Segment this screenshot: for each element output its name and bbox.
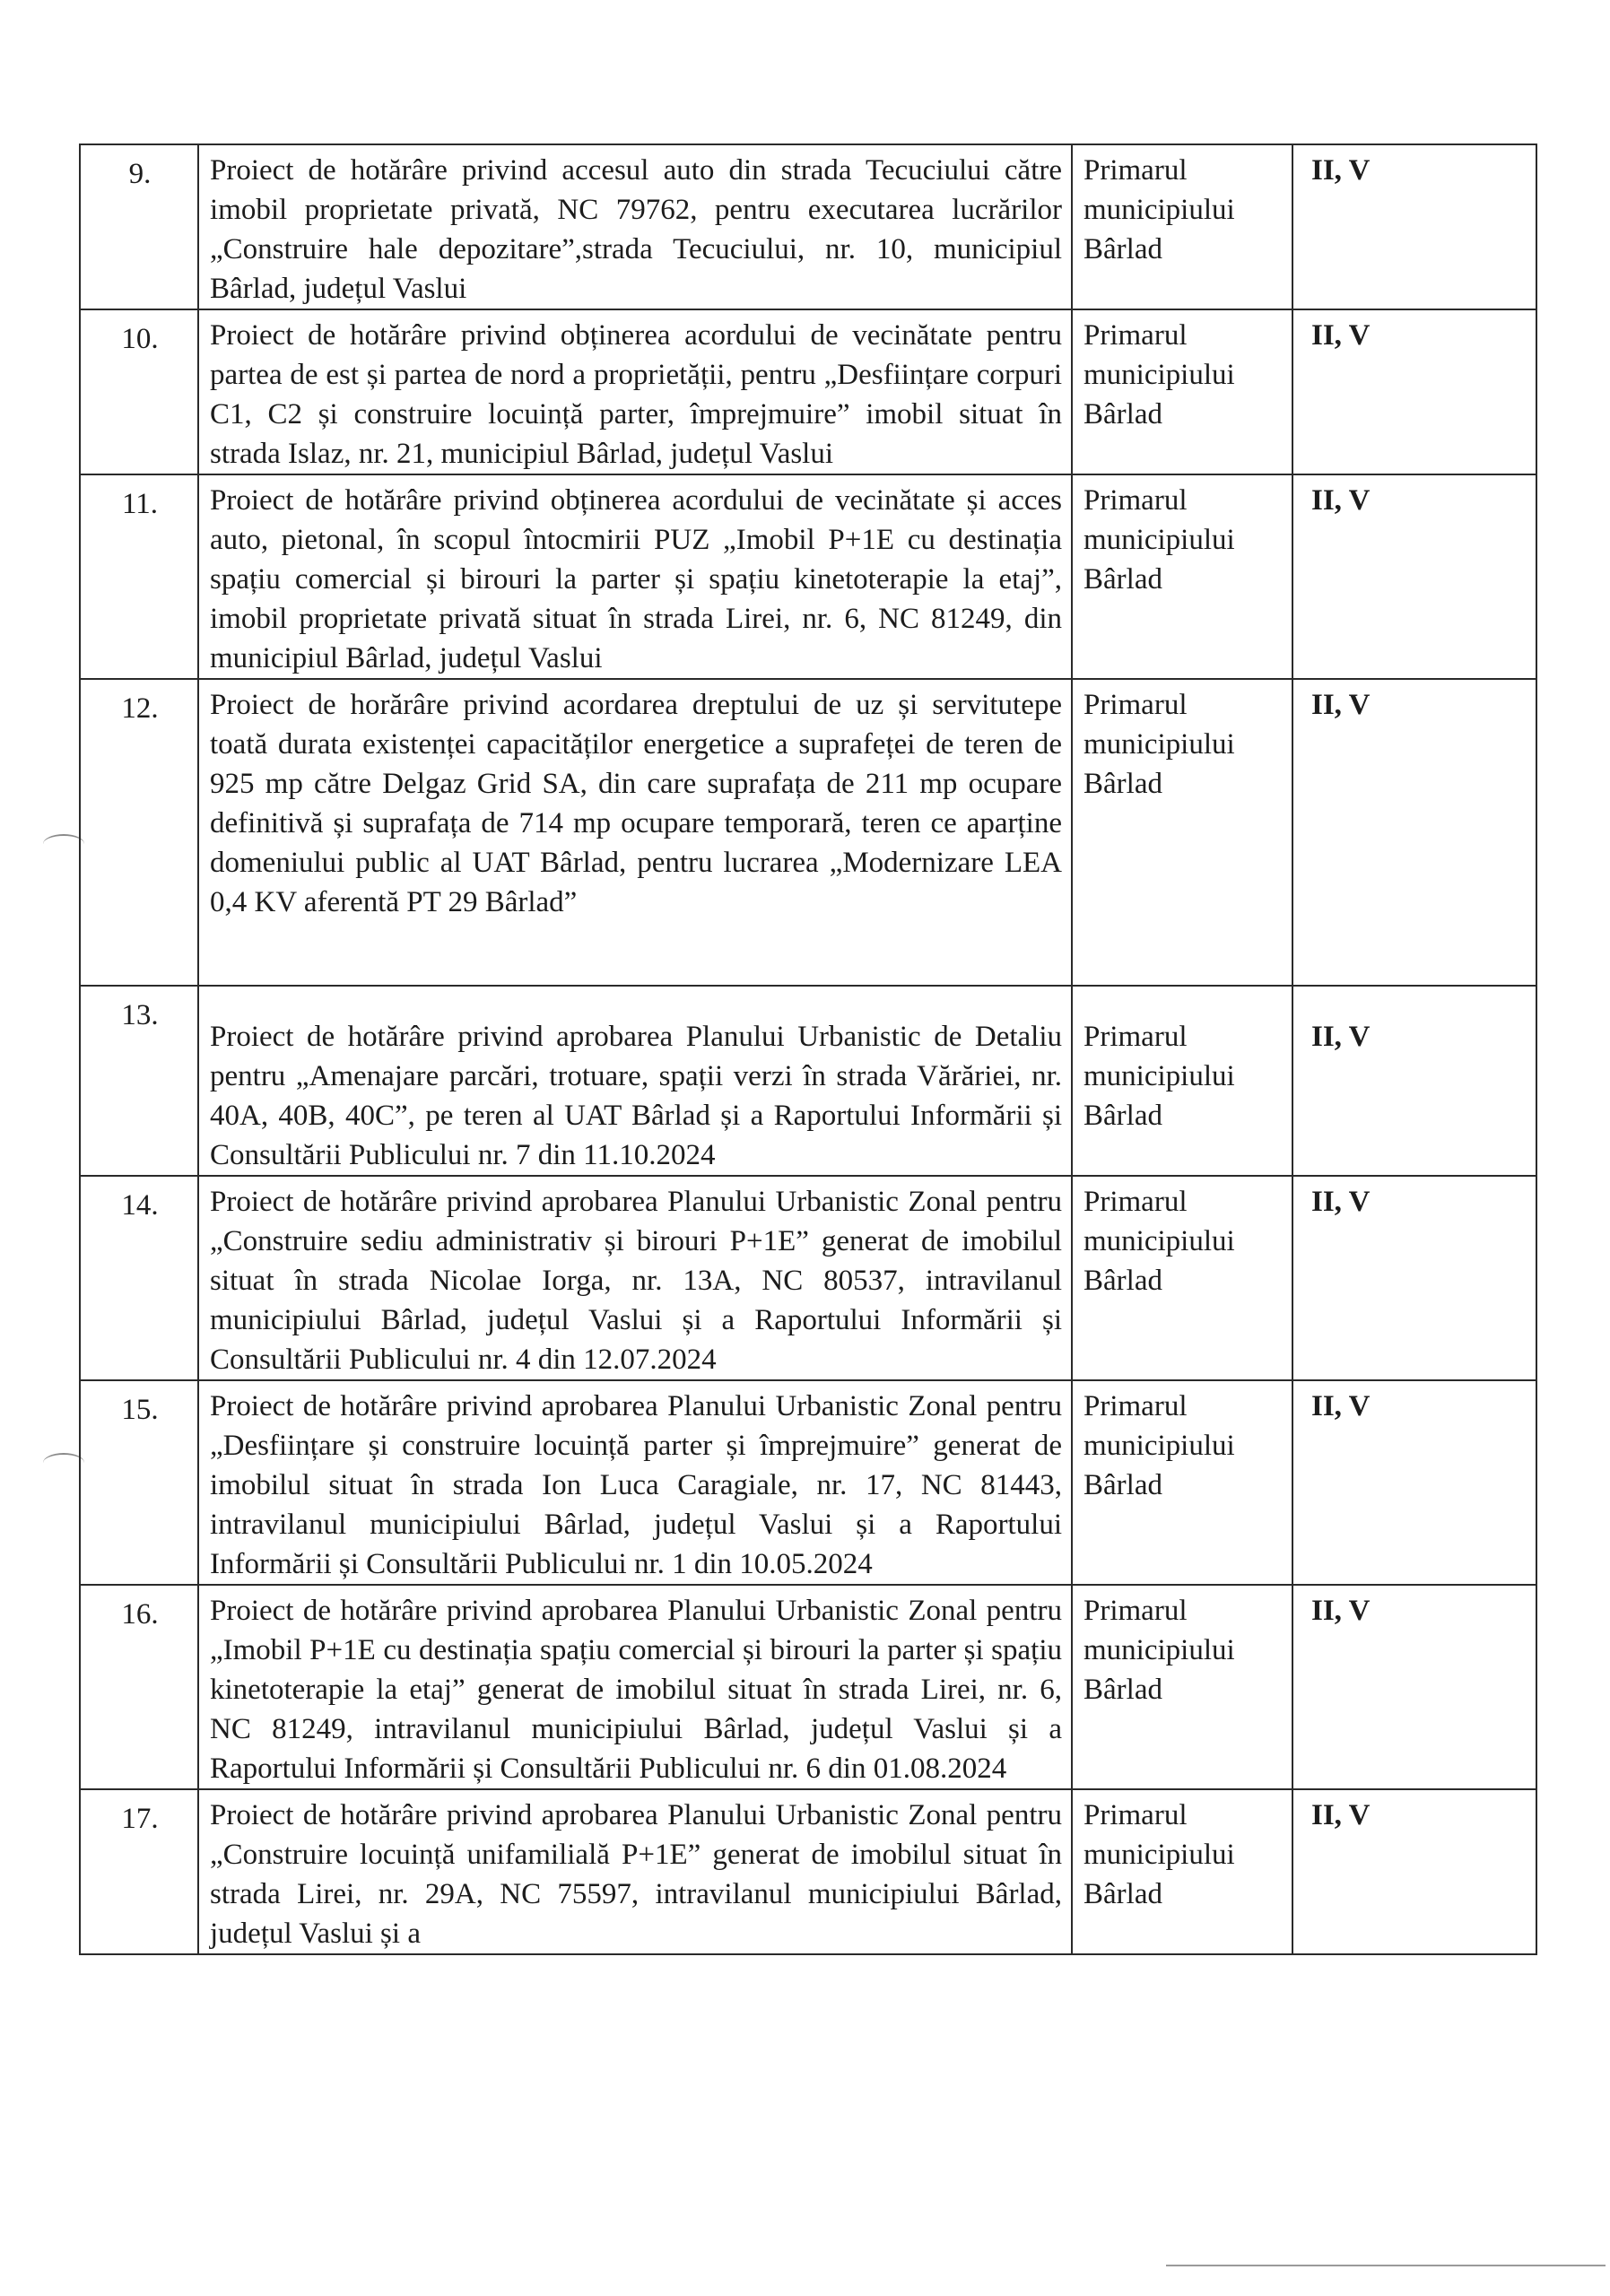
item-commissions: II, V: [1292, 1176, 1536, 1380]
item-commissions: II, V: [1292, 1789, 1536, 1954]
item-initiator: Primarul municipiului Bârlad: [1072, 1585, 1292, 1789]
item-number: 10.: [80, 309, 198, 474]
item-commissions: II, V: [1292, 474, 1536, 679]
item-number: 9.: [80, 144, 198, 309]
table-row: [80, 1585, 1536, 1789]
item-number: 16.: [80, 1585, 198, 1789]
table-row: [80, 1380, 1536, 1585]
item-initiator: Primarul municipiului Bârlad: [1072, 1176, 1292, 1380]
item-number: 12.: [80, 679, 198, 986]
table-row: [80, 474, 1536, 679]
item-description: Proiect de hotărâre privind aprobarea Planului Urbanistic Zonal pentru „Desființare și construire locuință parter și împrejmuire” generat de imobilul situat în strada Ion Luca Caragiale, nr. 17, NC 81443, intravilanul municipiului Bârlad, județul Vaslui și a Raportului Informării și Consultării Publicului nr. 1 din 10.05.2024: [198, 1380, 1072, 1585]
agenda-table: [79, 144, 1537, 1955]
item-initiator: Primarul municipiului Bârlad: [1072, 144, 1292, 309]
item-number: 13.: [80, 986, 198, 1176]
item-number: 15.: [80, 1380, 198, 1585]
table-row: [80, 1789, 1536, 1954]
item-number: 17.: [80, 1789, 198, 1954]
table-row: [80, 1176, 1536, 1380]
item-initiator: Primarul municipiului Bârlad: [1072, 1789, 1292, 1954]
item-initiator: Primarul municipiului Bârlad: [1072, 1380, 1292, 1585]
item-number: 11.: [80, 474, 198, 679]
item-description: Proiect de hotărâre privind obținerea acordului de vecinătate pentru partea de est și partea de nord a proprietății, pentru „Desființare corpuri C1, C2 și construire locuință parter, împrejmuire” imobil situat în strada Islaz, nr. 21, municipiul Bârlad, județul Vaslui: [198, 309, 1072, 474]
item-commissions: II, V: [1292, 986, 1536, 1176]
table-row: [80, 679, 1536, 986]
item-initiator: Primarul municipiului Bârlad: [1072, 986, 1292, 1176]
item-commissions: II, V: [1292, 1380, 1536, 1585]
item-description: Proiect de hotărâre privind aprobarea Planului Urbanistic Zonal pentru „Construire locuință unifamilială P+1E” generat de imobilul situat în strada Lirei, nr. 29A, NC 75597, intravilanul municipiului Bârlad, județul Vaslui și a: [198, 1789, 1072, 1954]
item-description: Proiect de hotărâre privind aprobarea Planului Urbanistic Zonal pentru „Construire sediu administrativ și birouri P+1E” generat de imobilul situat în strada Nicolae Iorga, nr. 13A, NC 80537, intravilanul municipiului Bârlad, județul Vaslui și a Raportului Informării și Consultării Publicului nr. 4 din 12.07.2024: [198, 1176, 1072, 1380]
item-commissions: II, V: [1292, 679, 1536, 986]
table-row: [80, 309, 1536, 474]
page-edge-line: [1166, 2265, 1606, 2266]
item-commissions: II, V: [1292, 144, 1536, 309]
item-number: 14.: [80, 1176, 198, 1380]
item-initiator: Primarul municipiului Bârlad: [1072, 474, 1292, 679]
table-row: [80, 986, 1536, 1176]
table-row: [80, 144, 1536, 309]
item-commissions: II, V: [1292, 309, 1536, 474]
item-description: Proiect de hotărâre privind accesul auto din strada Tecuciului către imobil proprietate privată, NC 79762, pentru executarea lucrărilor „Construire hale depozitare”,strada Tecuciului, nr. 10, municipiul Bârlad, județul Vaslui: [198, 144, 1072, 309]
item-description: Proiect de hotărâre privind aprobarea Planului Urbanistic Zonal pentru „Imobil P+1E cu destinația spațiu comercial și birouri la parter și spațiu kinetoterapie la etaj” generat de imobilul situat în strada Lirei, nr. 6, NC 81249, intravilanul municipiului Bârlad, județul Vaslui și a Raportului Informării și Consultării Publicului nr. 6 din 01.08.2024: [198, 1585, 1072, 1789]
item-description: Proiect de horărâre privind acordarea dreptului de uz și servitutepe toată durata existenței capacităților energetice a suprafeței de teren de 925 mp către Delgaz Grid SA, din care suprafața de 211 mp ocupare definitivă și suprafața de 714 mp ocupare temporară, teren ce aparține domeniului public al UAT Bârlad, pentru lucrarea „Modernizare LEA 0,4 KV aferentă PT 29 Bârlad”: [198, 679, 1072, 986]
item-commissions: II, V: [1292, 1585, 1536, 1789]
item-description: Proiect de hotărâre privind aprobarea Planului Urbanistic de Detaliu pentru „Amenajare parcări, trotuare, spații verzi în strada Vărăriei, nr. 40A, 40B, 40C”, pe teren al UAT Bârlad și a Raportului Informării și Consultării Publicului nr. 7 din 11.10.2024: [198, 986, 1072, 1176]
item-description: Proiect de hotărâre privind obținerea acordului de vecinătate și acces auto, pietonal, în scopul întocmirii PUZ „Imobil P+1E cu destinația spațiu comercial și birouri la parter și spațiu kinetoterapie la etaj”, imobil proprietate privată situat în strada Lirei, nr. 6, NC 81249, din municipiul Bârlad, județul Vaslui: [198, 474, 1072, 679]
item-initiator: Primarul municipiului Bârlad: [1072, 679, 1292, 986]
item-initiator: Primarul municipiului Bârlad: [1072, 309, 1292, 474]
